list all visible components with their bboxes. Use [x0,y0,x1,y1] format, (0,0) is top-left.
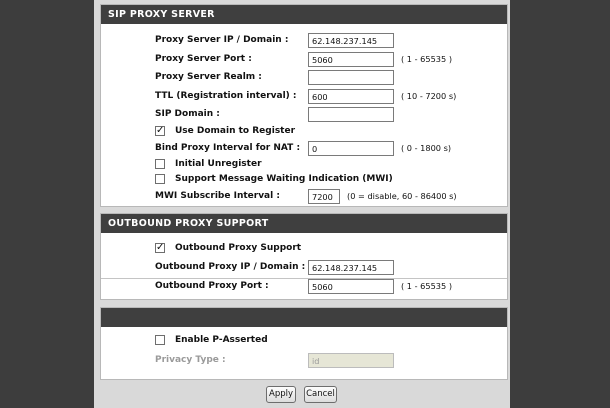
p-asserted-section [100,307,508,380]
cancel-button[interactable]: Cancel [304,386,337,403]
use-domain-row [155,125,505,141]
initial-unregister-checkbox[interactable] [155,159,165,169]
enable-asserted-label: Enable P-Asserted [175,335,268,345]
outbound-ip-row [155,260,505,276]
outbound-port-row [155,279,505,295]
proxy-ip-label: Proxy Server IP / Domain : [155,35,289,45]
sip-domain-input[interactable] [308,107,394,122]
sip-domain-label: SIP Domain : [155,109,220,119]
sip-domain-row [155,107,505,123]
mwi-interval-label: MWI Subscribe Interval : [155,191,280,201]
outbound-port-hint: ( 1 - 65535 ) [401,281,453,291]
mwi-support-label: Support Message Waiting Indication (MWI) [175,174,393,184]
nat-row [155,141,505,157]
proxy-port-row [155,52,505,68]
apply-button[interactable]: Apply [266,386,296,403]
privacy-type-row [155,353,505,369]
use-domain-label: Use Domain to Register [175,126,296,136]
outbound-ip-input[interactable]: 62.148.237.145 [308,260,394,275]
outbound-support-checkbox[interactable]: ✓ [156,242,165,253]
proxy-port-label: Proxy Server Port : [155,54,252,64]
section-title [101,308,507,327]
sip-proxy-section [100,4,508,207]
enable-asserted-checkbox[interactable] [155,335,165,345]
mwi-support-checkbox[interactable] [155,174,165,184]
use-domain-checkbox[interactable]: ✓ [156,125,165,136]
initial-unregister-label: Initial Unregister [175,159,262,169]
initial-unregister-row [155,158,505,174]
privacy-type-label: Privacy Type : [155,355,226,365]
ttl-hint: ( 10 - 7200 s) [401,91,457,101]
proxy-ip-row [155,33,505,49]
outbound-support-row [155,242,505,258]
proxy-ip-input[interactable]: 62.148.237.145 [308,33,394,48]
mwi-support-row [155,173,505,189]
realm-label: Proxy Server Realm : [155,72,262,82]
realm-input[interactable] [308,70,394,85]
nat-input[interactable]: 0 [308,141,394,156]
outbound-ip-label: Outbound Proxy IP / Domain : [155,262,306,272]
section-title: SIP PROXY SERVER [101,5,507,24]
mwi-interval-input[interactable]: 7200 [308,189,340,204]
outbound-support-label: Outbound Proxy Support [175,243,302,253]
nat-label: Bind Proxy Interval for NAT : [155,143,301,153]
ttl-input[interactable]: 600 [308,89,394,104]
enable-asserted-row [155,334,505,350]
proxy-port-hint: ( 1 - 65535 ) [401,54,453,64]
nat-hint: ( 0 - 1800 s) [401,143,452,153]
ttl-row [155,89,505,105]
realm-row [155,70,505,86]
section-title: OUTBOUND PROXY SUPPORT [101,214,507,233]
outbound-port-input[interactable]: 5060 [308,279,394,294]
outbound-proxy-section [100,213,508,300]
mwi-interval-row [155,189,505,205]
ttl-label: TTL (Registration interval) : [155,91,297,101]
proxy-port-input[interactable]: 5060 [308,52,394,67]
privacy-type-input[interactable]: id [308,353,394,368]
mwi-interval-hint: (0 = disable, 60 - 86400 s) [347,191,457,201]
outbound-port-label: Outbound Proxy Port : [155,281,269,291]
